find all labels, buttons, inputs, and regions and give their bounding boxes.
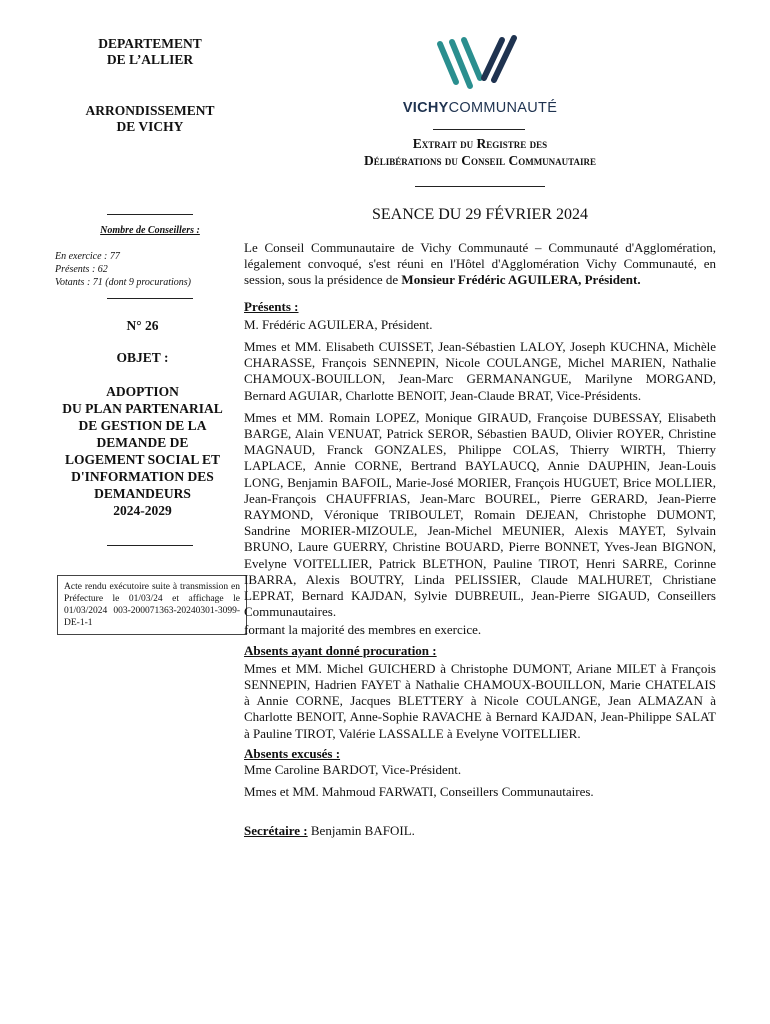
count-votants: Votants : 71 (dont 9 procurations)	[55, 277, 192, 288]
logo-word-communaute: COMMUNAUTÉ	[448, 100, 558, 116]
counts-bottom-rule	[107, 298, 193, 299]
department-line-1: DEPARTEMENT	[98, 36, 202, 51]
secretary-label: Secrétaire :	[244, 822, 308, 838]
objet-line: 2024-2029	[113, 503, 172, 518]
count-presents: Présents : 62	[55, 264, 108, 275]
enforcement-notice: Acte rendu exécutoire suite à transmission en Préfecture le 01/03/24 et affichage le 01/03/2024 003-200071363-20240301-3099-DE-1-1	[57, 575, 247, 635]
intro-text: Le Conseil Communautaire de Vichy Communauté – Communauté d'Agglomération, légalement convoqué, s'est réuni en l'Hôtel d'Agglomération Vichy Communauté, en session, sous la présidence de	[244, 240, 716, 288]
logo-wordmark	[390, 100, 570, 116]
objet-line: LOGEMENT SOCIAL ET	[64, 452, 221, 467]
excused-vice-president: Mme Caroline BARDOT, Vice-Président.	[244, 762, 462, 778]
arrondissement-line-1: ARRONDISSEMENT	[85, 103, 215, 118]
extract-title	[290, 135, 670, 169]
seance-date: SEANCE DU 29 FÉVRIER 2024	[371, 206, 588, 223]
excused-councillors: Mmes et MM. Mahmoud FARWATI, Conseillers Communautaires.	[244, 784, 594, 800]
councillors-paragraph: Mmes et MM. Romain LOPEZ, Monique GIRAUD, Françoise DUBESSAY, Elisabeth BARGE, Alain VENUAT, Patrick SEROR, Sébastien BAUD, Olivier ROYER, Christine MAGNAUD, Franck GONZALES, Philippe COLAS, Thierry WIRTH, Thierry LAPLACE, Annie CORNE, Bertrand BAYLAUCQ, Annie DAUPHIN, Jean-Louis LONG, Benjamin BAFOIL, Marie-José MORIER, François HUGUET, Brice MOLLIER, Jean-François CHAUFFRIAS, Jean-Marc BOUREL, Pierre GERARD, Jean-Pierre RAYMOND, Véronique TRIBOULET, Romain DEJEAN, Christophe DUMONT, Sandrine MORIER-MIZOULE, Jean-Michel MEUNIER, Alexis MAYET, Sylvain BRUNO, Laure GUERRY, Christine BOUARD, Pierre BONNET, Yves-Jean BIGNON, Evelyne VOITELLIER, Patrick BLETHON, Pauline TIROT, Henri SARRE, Corinne IBARRA, Alexis BOUTRY, Linda PELISSIER, Claude MALHURET, Christiane LEPRAT, Bernard KAJDAN, Sylvie DUBREUIL, Jean-Pierre SIGAUD, Conseillers Communautaires.	[244, 409, 716, 620]
proxies-paragraph: Mmes et MM. Michel GUICHERD à Christophe DUMONT, Ariane MILET à François SENNEPIN, Hadrien FAYET à Nathalie CHAMOUX-BOUILLON, Marie CHATELAIS à Annie CORNE, Jacques BLETTERY à Nicole COULANGE, Jean ALMAZAN à Charlotte BENOIT, Anne-Sophie RAVACHE à Bernard KAJDAN, Jean-Philippe SALAT à Pauline TIROT, Valérie LASSALLE à Evelyne VOITELLIER.	[244, 660, 716, 741]
proxies-heading: Absents ayant donné procuration :	[244, 642, 437, 658]
objet-line: DE GESTION DE LA	[78, 418, 207, 433]
objet-line: DU PLAN PARTENARIAL	[62, 401, 223, 416]
intro-paragraph	[244, 240, 716, 289]
excused-heading: Absents excusés :	[244, 745, 341, 761]
deliberation-number: N° 26	[126, 318, 159, 333]
vice-presidents-paragraph: Mmes et MM. Elisabeth CUISSET, Jean-Sébastien LALOY, Joseph KUCHNA, Michèle CHARASSE, François SENNEPIN, Nicole COULANGE, Michel MARIEN, Nathalie CHAMOUX-BOUILLON, Jean-Marc GERMANANGUE, Marilyne MORGAND, Bernard AGUIAR, Charlotte BENOIT, Jean-Claude BRAT, Vice-Présidents.	[244, 339, 716, 403]
logo-stripes-icon	[430, 34, 530, 94]
logo-word-vichy: VICHY	[402, 100, 449, 116]
intro-president: Monsieur Frédéric AGUILERA, Président.	[401, 272, 641, 288]
vichy-logo-mark	[430, 34, 530, 94]
president-line: M. Frédéric AGUILERA, Président.	[244, 316, 433, 332]
department-heading	[40, 36, 260, 68]
presents-heading: Présents :	[244, 298, 299, 314]
counts-heading: Nombre de Conseillers :	[100, 225, 200, 236]
objet-line: DEMANDEURS	[94, 486, 191, 501]
objet-label: OBJET :	[116, 350, 169, 365]
secretary-line	[244, 823, 716, 839]
objet-title	[40, 383, 245, 519]
arrondissement-line-2: DE VICHY	[116, 119, 184, 134]
objet-line: ADOPTION	[106, 384, 179, 399]
arrondissement-heading	[40, 103, 260, 135]
extract-rule	[415, 186, 545, 187]
majority-line: formant la majorité des membres en exercice.	[244, 622, 482, 638]
logo-rule	[433, 129, 525, 130]
objet-line: D'INFORMATION DES	[71, 469, 214, 484]
extract-title-line-1: Extrait du Registre des	[412, 136, 548, 151]
counts-top-rule	[107, 214, 193, 215]
counts-list	[55, 250, 245, 289]
objet-rule	[107, 545, 193, 546]
objet-line: DEMANDE DE	[96, 435, 189, 450]
department-line-2: DE L’ALLIER	[106, 52, 194, 67]
secretary-name: Benjamin BAFOIL.	[307, 822, 415, 838]
extract-title-line-2: Délibérations du Conseil Communautaire	[363, 153, 597, 168]
deliberation-body	[244, 240, 716, 843]
count-exercice: En exercice : 77	[55, 251, 120, 262]
